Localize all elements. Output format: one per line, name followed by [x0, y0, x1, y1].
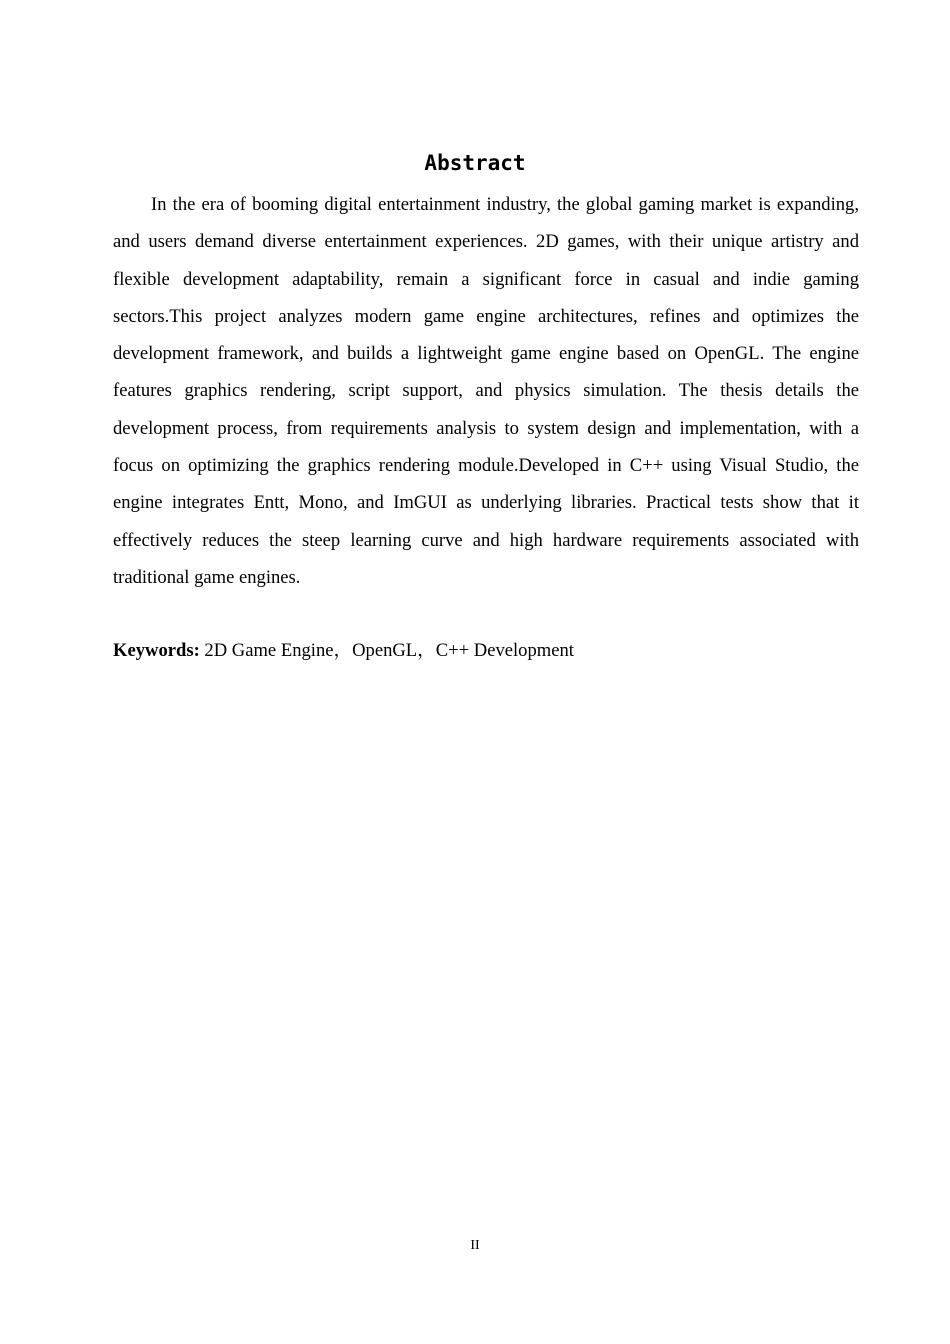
abstract-title: Abstract [424, 151, 526, 175]
keywords-value: 2D Game Engine，OpenGL，C++ Development [199, 640, 574, 661]
abstract-paragraph: In the era of booming digital entertainment industry, the global gaming market is expanding, and users demand diverse entertainment experiences. 2D games, with their unique artistry and flexible development adaptability, remain a significant force in casual and indie gaming sectors.This project analyzes modern game engine architectures, refines and optimizes the development framework, and builds a lightweight game engine based on OpenGL. The engine features graphics rendering, script support, and physics simulation. The thesis details the development process, from requirements analysis to system design and implementation, with a focus on optimizing the graphics rendering module.Developed in C++ using Visual Studio, the engine integrates Entt, Mono, and ImGUI as underlying libraries. Practical tests show that it effectively reduces the steep learning curve and high hardware requirements associated with traditional game engines. [113, 194, 859, 588]
keywords-label: Keywords: [113, 640, 200, 661]
keywords-line [113, 632, 859, 669]
page-number: II [470, 1238, 480, 1253]
